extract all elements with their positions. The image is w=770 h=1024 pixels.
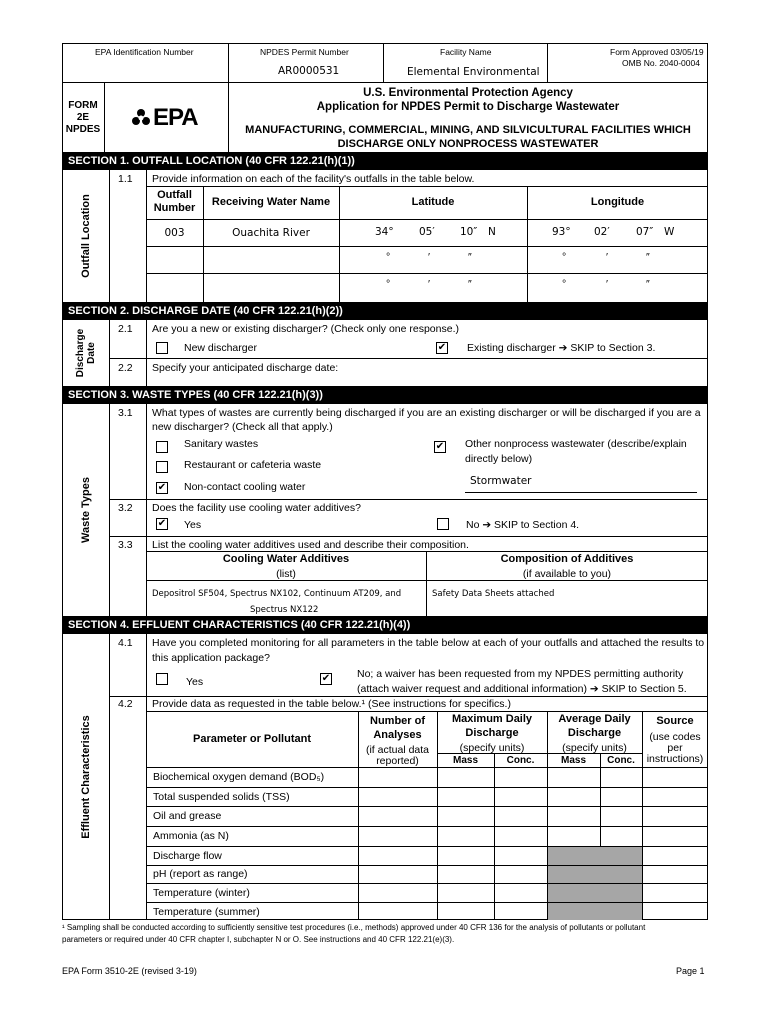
col-number-analyses-1: Number of	[370, 715, 425, 727]
q-2-2-text: Specify your anticipated discharge date:	[152, 362, 339, 374]
col-composition-sub: (if available to you)	[522, 568, 612, 580]
section-2-sidebar: Discharge Date	[62, 320, 110, 387]
restaurant-waste-checkbox[interactable]	[156, 461, 168, 473]
q-4-1-line-2: this application package?	[152, 652, 270, 664]
page-number: Page 1	[676, 966, 705, 976]
additives-no-label: No ➔ SKIP to Section 4.	[466, 519, 580, 531]
lat-dir-1[interactable]: N	[488, 226, 496, 238]
section-3-header: SECTION 3. WASTE TYPES (40 CFR 122.21(h)(3))	[62, 387, 708, 404]
col-outfall-number: Outfall Number	[153, 189, 196, 214]
form-subtitle-1: MANUFACTURING, COMMERCIAL, MINING, AND SILVICULTURAL FACILITIES WHICH	[245, 124, 691, 136]
monitoring-no-checkbox[interactable]: ✔	[321, 673, 331, 684]
q-4-1-line-1: Have you completed monitoring for all parameters in the table below at each of your outfalls and attached the results to	[152, 637, 705, 649]
monitoring-yes-checkbox[interactable]	[156, 673, 168, 685]
footnote-line-2: parameters or required under 40 CFR chapter I, subchapter N or O. See instructions and 40 CFR 122.21(e)(3).	[62, 935, 455, 944]
facility-label: Facility Name	[440, 47, 492, 57]
table-row: Biochemical oxygen demand (BOD₅)	[153, 771, 325, 783]
form-id: EPA Form 3510-2E (revised 3-19)	[62, 966, 197, 976]
epa-id-label: EPA Identification Number	[95, 47, 194, 57]
q-3-3-num: 3.3	[118, 539, 133, 551]
form-subtitle-2: DISCHARGE ONLY NONPROCESS WASTEWATER	[337, 138, 599, 150]
lat-deg-1[interactable]: 34°	[375, 226, 394, 238]
section-3-sidebar: Waste Types	[62, 404, 110, 617]
section-1-sidebar: Outfall Location	[62, 170, 110, 303]
facility-value[interactable]: Elemental Environmental	[407, 66, 540, 78]
lat-min-symbol-2: ′	[428, 251, 430, 263]
lat-deg-symbol-2: °	[386, 251, 391, 263]
col-avg-daily-1: Average Daily	[558, 713, 631, 725]
form-label: FORM 2E NPDES	[65, 100, 101, 135]
other-nonprocess-checkbox[interactable]: ✔	[435, 441, 445, 452]
long-min-symbol-2: ′	[606, 251, 608, 263]
epa-logo	[130, 106, 198, 130]
additives-no-checkbox[interactable]	[437, 518, 449, 530]
omb-number: OMB No. 2040-0004	[622, 58, 700, 68]
col-max-daily-sub: (specify units)	[459, 742, 525, 754]
section-4-sidebar: Effluent Characteristics	[62, 634, 110, 920]
col-avg-mass: Mass	[560, 755, 586, 766]
col-latitude: Latitude	[411, 196, 455, 208]
col-avg-daily-2: Discharge	[567, 727, 622, 739]
long-deg-1[interactable]: 93°	[552, 226, 571, 238]
anticipated-date-field[interactable]	[340, 360, 700, 374]
long-dir-1[interactable]: W	[664, 226, 675, 238]
epa-flower-icon	[130, 107, 152, 129]
application-title: Application for NPDES Permit to Discharge Wastewater	[316, 101, 620, 113]
col-number-analyses-2: Analyses	[373, 729, 422, 741]
cooling-water-label: Non-contact cooling water	[184, 481, 306, 493]
outfall-number-1[interactable]: 003	[164, 227, 185, 239]
col-max-conc: Conc.	[506, 755, 535, 766]
footnote-line-1: ¹ Sampling shall be conducted according to sufficiently sensitive test procedures (i.e., methods) approved under 40 CFR 136 for the analysis of pollutants or pollutant	[62, 923, 646, 932]
additives-yes-checkbox[interactable]: ✔	[157, 518, 167, 529]
q-3-1-num: 3.1	[118, 407, 133, 419]
col-source-sub-3: instructions)	[646, 753, 704, 765]
monitoring-no-line-2: (attach waiver request and additional information) ➔ SKIP to Section 5.	[357, 683, 687, 695]
col-number-analyses-sub-2: reported)	[376, 755, 419, 767]
col-receiving-water: Receiving Water Name	[211, 196, 331, 208]
other-nonprocess-line-1: Other nonprocess wastewater (describe/explain	[465, 438, 687, 450]
restaurant-waste-label: Restaurant or cafeteria waste	[184, 459, 322, 471]
composition-value[interactable]: Safety Data Sheets attached	[432, 589, 555, 599]
new-discharger-label: New discharger	[184, 342, 257, 354]
q-2-1-text: Are you a new or existing discharger? (Check only one response.)	[152, 323, 459, 335]
q-4-1-num: 4.1	[118, 637, 133, 649]
section-2-header: SECTION 2. DISCHARGE DATE (40 CFR 122.21(h)(2))	[62, 303, 708, 320]
col-composition: Composition of Additives	[500, 553, 634, 565]
table-row: Oil and grease	[153, 810, 222, 822]
long-deg-symbol-2: °	[562, 251, 567, 263]
other-nonprocess-line-2: directly below)	[465, 453, 533, 465]
col-number-analyses-sub-1: (if actual data	[365, 744, 430, 756]
q-1-1-num: 1.1	[118, 173, 133, 185]
lat-min-1[interactable]: 05′	[419, 226, 435, 238]
lat-sec-symbol-2: ″	[468, 251, 472, 263]
additives-list-line-2[interactable]: Spectrus NX122	[250, 605, 319, 615]
long-min-symbol-3: ′	[606, 278, 608, 290]
col-parameter: Parameter or Pollutant	[193, 733, 311, 745]
lat-deg-symbol-3: °	[386, 278, 391, 290]
monitoring-yes-label: Yes	[186, 676, 204, 688]
sanitary-wastes-label: Sanitary wastes	[184, 438, 259, 450]
q-2-1-num: 2.1	[118, 323, 133, 335]
agency-title: U.S. Environmental Protection Agency	[363, 87, 573, 99]
lat-sec-1[interactable]: 10″	[460, 226, 478, 238]
q-3-2-text: Does the facility use cooling water additives?	[152, 502, 361, 514]
npdes-value[interactable]: AR0000531	[278, 65, 340, 77]
table-row: Ammonia (as N)	[153, 830, 229, 842]
col-max-daily-1: Maximum Daily	[451, 713, 533, 725]
cooling-water-checkbox[interactable]: ✔	[157, 482, 167, 493]
other-nonprocess-value[interactable]: Stormwater	[470, 475, 532, 487]
table-row: Temperature (winter)	[153, 887, 250, 899]
long-sec-symbol-3: ″	[646, 278, 650, 290]
col-avg-daily-sub: (specify units)	[562, 742, 627, 754]
section-4-header: SECTION 4. EFFLUENT CHARACTERISTICS (40 CFR 122.21(h)(4))	[62, 617, 708, 634]
long-sec-symbol-2: ″	[646, 251, 650, 263]
section-1-header: SECTION 1. OUTFALL LOCATION (40 CFR 122.21(h)(1))	[62, 153, 708, 170]
form-approved: Form Approved 03/05/19	[610, 47, 704, 57]
col-max-daily-2: Discharge	[465, 727, 519, 739]
col-longitude: Longitude	[590, 196, 645, 208]
q-3-1-line-1: What types of wastes are currently being discharged if you are an existing discharger or will be discharged if you are a	[152, 407, 701, 419]
existing-discharger-label: Existing discharger ➔ SKIP to Section 3.	[467, 342, 656, 354]
q-1-1-text: Provide information on each of the facility's outfalls in the table below.	[152, 173, 475, 185]
additives-list-line-1[interactable]: Depositrol SF504, Spectrus NX102, Continuum AT209, and	[152, 589, 402, 599]
long-sec-1[interactable]: 07″	[636, 226, 654, 238]
table-row: Total suspended solids (TSS)	[153, 791, 290, 803]
col-source-sub-1: (use codes	[649, 731, 701, 743]
table-row: pH (report as range)	[153, 868, 248, 880]
q-2-2-num: 2.2	[118, 362, 133, 374]
sanitary-wastes-checkbox[interactable]	[156, 441, 168, 453]
table-row: Discharge flow	[153, 850, 222, 862]
epa-logo-text: EPA	[153, 104, 198, 131]
q-3-1-line-2: new discharger? (Check all that apply.)	[152, 421, 333, 433]
col-avg-conc: Conc.	[607, 755, 635, 766]
q-3-3-text: List the cooling water additives used and describe their composition.	[152, 539, 469, 551]
epa-id-field[interactable]	[64, 58, 226, 80]
lat-sec-symbol-3: ″	[468, 278, 472, 290]
lat-min-symbol-3: ′	[428, 278, 430, 290]
col-source-sub-2: per	[667, 742, 683, 754]
new-discharger-checkbox[interactable]	[156, 342, 168, 354]
long-deg-symbol-3: °	[562, 278, 567, 290]
table-row: Temperature (summer)	[153, 906, 260, 918]
col-max-mass: Mass	[452, 755, 478, 766]
q-4-2-text: Provide data as requested in the table below.¹ (See instructions for specifics.)	[152, 698, 511, 710]
col-cooling-additives-sub: (list)	[276, 568, 296, 580]
monitoring-no-line-1: No; a waiver has been requested from my NPDES permitting authority	[357, 668, 684, 680]
additives-yes-label: Yes	[184, 519, 202, 531]
existing-discharger-checkbox[interactable]: ✔	[437, 342, 447, 353]
col-source: Source	[656, 715, 694, 727]
long-min-1[interactable]: 02′	[594, 226, 610, 238]
receiving-water-1[interactable]: Ouachita River	[232, 227, 310, 239]
q-4-2-num: 4.2	[118, 698, 133, 710]
col-cooling-additives: Cooling Water Additives	[222, 553, 350, 565]
npdes-label: NPDES Permit Number	[260, 47, 349, 57]
q-3-2-num: 3.2	[118, 502, 133, 514]
